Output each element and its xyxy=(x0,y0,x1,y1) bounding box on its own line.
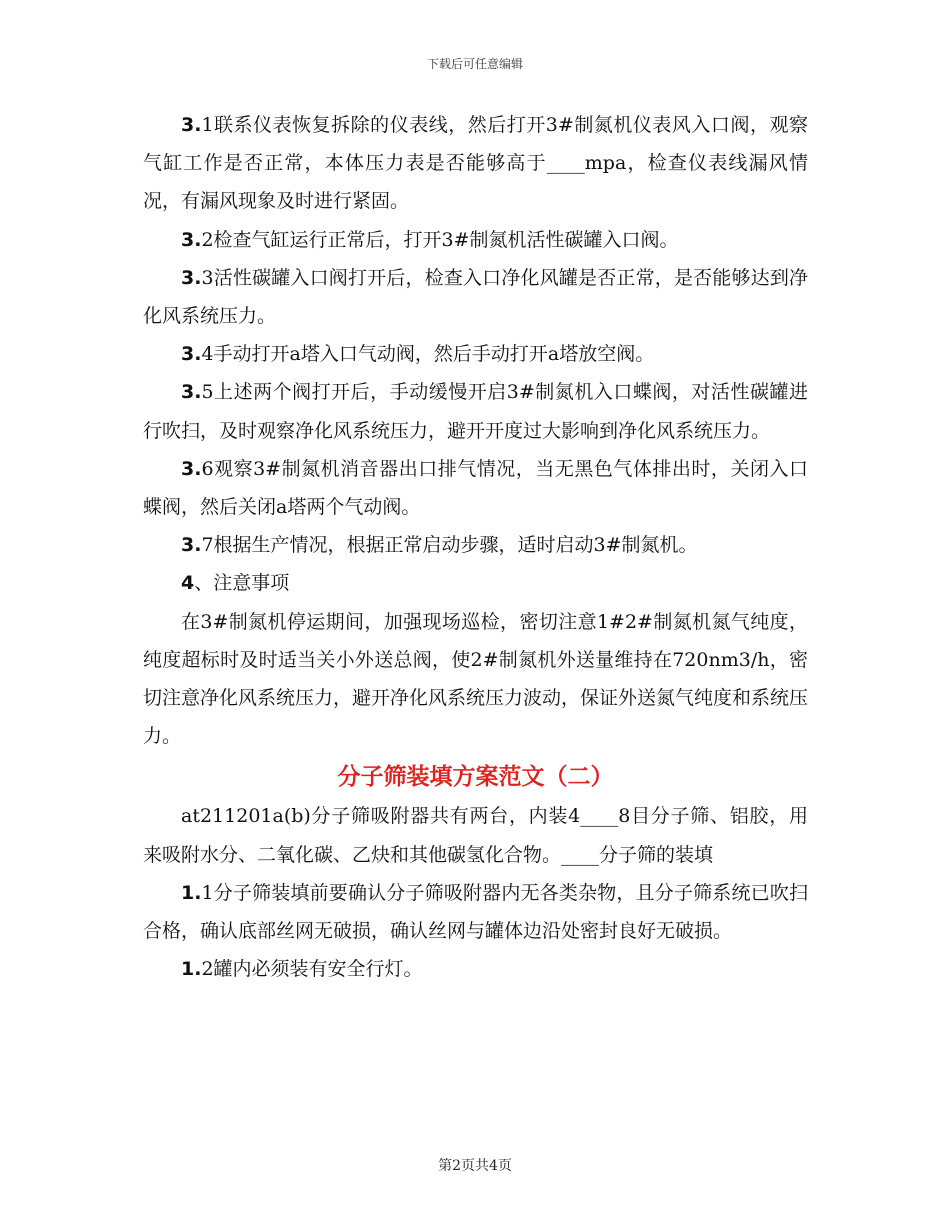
paragraph-number: 3. xyxy=(181,381,202,404)
paragraph-1-2 xyxy=(143,950,808,988)
paragraph-text: 7根据生产情况，根据正常启动步骤，适时启动3#制氮机。 xyxy=(201,534,698,557)
paragraph-text: 1联系仪表恢复拆除的仪表线，然后打开3#制氮机仪表风入口阀，观察气缸工作是否正常，本体压力表是否能够高于____mpa，检查仪表线漏风情况，有漏风现象及时进行紧固。 xyxy=(143,114,808,213)
paragraph-3-2 xyxy=(143,221,808,259)
paragraph-3-3 xyxy=(143,259,808,335)
paragraph-number: 3. xyxy=(181,266,202,289)
paragraph-number: 3. xyxy=(181,228,202,251)
paragraph-text: at211201a(b)分子筛吸附器共有两台，内装4____8目分子筛、铝胶，用来吸附水分、二氧化碳、乙炔和其他碳氢化合物。____分子筛的装填 xyxy=(143,805,808,866)
paragraph-text: 2罐内必须装有安全行灯。 xyxy=(201,958,423,981)
paragraph-number: 1. xyxy=(181,958,202,981)
section-heading-4 xyxy=(143,564,808,602)
paragraph-text: 、注意事项 xyxy=(194,572,290,595)
paragraph-number: 3. xyxy=(181,114,202,136)
paragraph-3-6 xyxy=(143,450,808,526)
page-header-note: 下载后可任意编辑 xyxy=(426,57,523,71)
paragraph-intro xyxy=(143,797,808,873)
paragraph-number: 3. xyxy=(181,457,202,480)
paragraph-3-4 xyxy=(143,335,808,373)
section-title: 分子筛装填方案范文（二） xyxy=(337,763,614,791)
paragraph-text: 2检查气缸运行正常后，打开3#制氮机活性碳罐入口阀。 xyxy=(201,228,679,251)
paragraph-text: 在3#制氮机停运期间，加强现场巡检，密切注意1#2#制氮机氮气纯度，纯度超标时及时适当关小外送总阀，使2#制氮机外送量维持在720nm3/h，密切注意净化风系统压力，避开净化风系统压力波动，保证外送氮气纯度和系统压力。 xyxy=(143,610,809,748)
paragraph-number: 1. xyxy=(181,881,202,904)
paragraph-text: 4手动打开a塔入口气动阀，然后手动打开a塔放空阀。 xyxy=(201,343,655,366)
paragraph-number: 3. xyxy=(181,343,202,366)
paragraph-text: 3活性碳罐入口阀打开后，检查入口净化风罐是否正常，是否能够达到净化风系统压力。 xyxy=(143,266,808,328)
paragraph-3-5 xyxy=(143,373,808,449)
paragraph-text: 1分子筛装填前要确认分子筛吸附器内无各类杂物，且分子筛系统已吹扫合格，确认底部丝网无破损，确认丝网与罐体边沿处密封良好无破损。 xyxy=(143,881,808,943)
paragraph-notes xyxy=(143,603,808,756)
paragraph-number: 4 xyxy=(181,572,195,595)
paragraph-text: 6观察3#制氮机消音器出口排气情况，当无黑色气体排出时，关闭入口蝶阀，然后关闭a塔两个气动阀。 xyxy=(143,457,808,519)
paragraph-3-7 xyxy=(143,526,808,564)
document-body xyxy=(143,106,808,988)
page-footer-pagination: 第2页共4页 xyxy=(438,1158,512,1174)
paragraph-text: 5上述两个阀打开后，手动缓慢开启3#制氮机入口蝶阀，对活性碳罐进行吹扫，及时观察净化风系统压力，避开开度过大影响到净化风系统压力。 xyxy=(143,381,808,442)
paragraph-number: 3. xyxy=(181,534,202,557)
paragraph-3-1 xyxy=(143,106,808,221)
paragraph-1-1 xyxy=(143,874,808,950)
